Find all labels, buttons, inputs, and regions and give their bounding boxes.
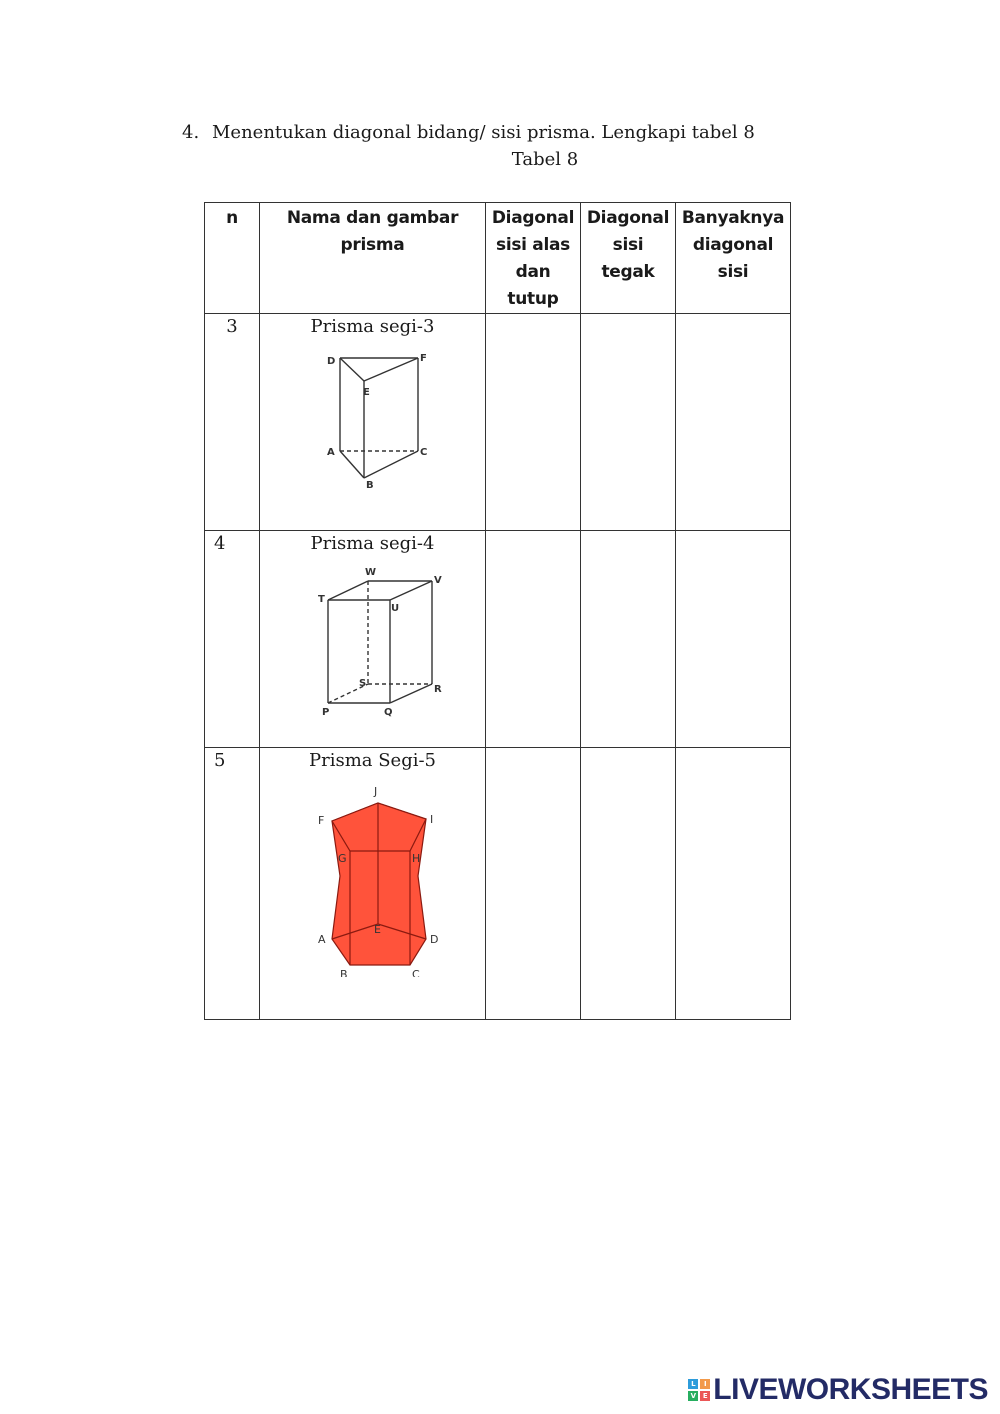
vertex-label: C [420,447,428,458]
answer-cell[interactable] [486,314,581,531]
vertex-label: E [363,387,370,398]
vertex-label: T [318,594,325,605]
vertex-label: F [420,353,427,364]
vertex-label: C [412,968,420,977]
logo-letter: E [700,1391,710,1401]
table-caption: Tabel 8 [511,149,579,170]
prism-cell [260,748,486,1020]
table-row [205,314,791,531]
vertex-label: A [327,447,335,458]
vertex-label: A [318,933,326,946]
row-n: 4 [205,531,260,748]
pentagonal-prism-figure [308,772,458,977]
vertex-label: Q [384,707,393,718]
liveworksheets-brand[interactable] [688,1374,988,1406]
logo-letter: V [688,1391,698,1401]
section-heading [182,122,755,143]
answer-cell[interactable] [676,531,791,748]
answer-cell[interactable] [581,531,676,748]
header-name: Nama dan gambar prisma [260,203,486,314]
answer-cell[interactable] [581,748,676,1020]
triangular-prism-figure [308,338,438,488]
section-text: Menentukan diagonal bidang/ sisi prisma. Lengkapi tabel 8 [212,122,755,143]
logo-letter: I [700,1379,710,1389]
vertex-label: D [327,356,336,367]
answer-cell[interactable] [581,314,676,531]
table-header-row [205,203,791,314]
answer-cell[interactable] [486,531,581,748]
liveworksheets-logo-icon [688,1379,710,1401]
table-row [205,531,791,748]
vertex-label: G [338,852,347,865]
prism-name: Prisma segi-4 [310,533,435,554]
vertex-label: J [374,785,378,798]
vertex-label: B [366,480,374,488]
answer-cell[interactable] [676,314,791,531]
vertex-label: W [365,567,377,578]
header-base-diagonals: Diagonal sisi alas dan tutup [486,203,581,314]
vertex-label: H [412,852,421,865]
vertex-label: U [391,603,400,614]
vertex-label: I [430,813,434,826]
brand-text: LIVEWORKSHEETS [713,1373,988,1406]
row-n: 3 [205,314,260,531]
vertex-label: F [318,814,325,827]
answer-cell[interactable] [676,748,791,1020]
header-n: n [205,203,260,314]
answer-cell[interactable] [486,748,581,1020]
prism-cell [260,314,486,531]
vertex-label: P [322,707,330,718]
table-row [205,748,791,1020]
prism-name: Prisma Segi-5 [308,750,437,771]
vertex-label: V [434,575,442,586]
rectangular-prism-figure [308,555,458,720]
prism-cell [260,531,486,748]
header-lateral-diagonals: Diagonal sisi tegak [581,203,676,314]
vertex-label: B [340,968,348,977]
row-n: 5 [205,748,260,1020]
vertex-label: D [430,933,439,946]
vertex-label: R [434,684,442,695]
logo-letter: L [688,1379,698,1389]
header-total-diagonals: Banyaknya diagonal sisi [676,203,791,314]
section-number: 4. [182,122,200,143]
vertex-label: E [374,923,381,936]
vertex-label: S [359,678,367,689]
prism-table [204,202,791,1020]
prism-name: Prisma segi-3 [310,316,435,337]
